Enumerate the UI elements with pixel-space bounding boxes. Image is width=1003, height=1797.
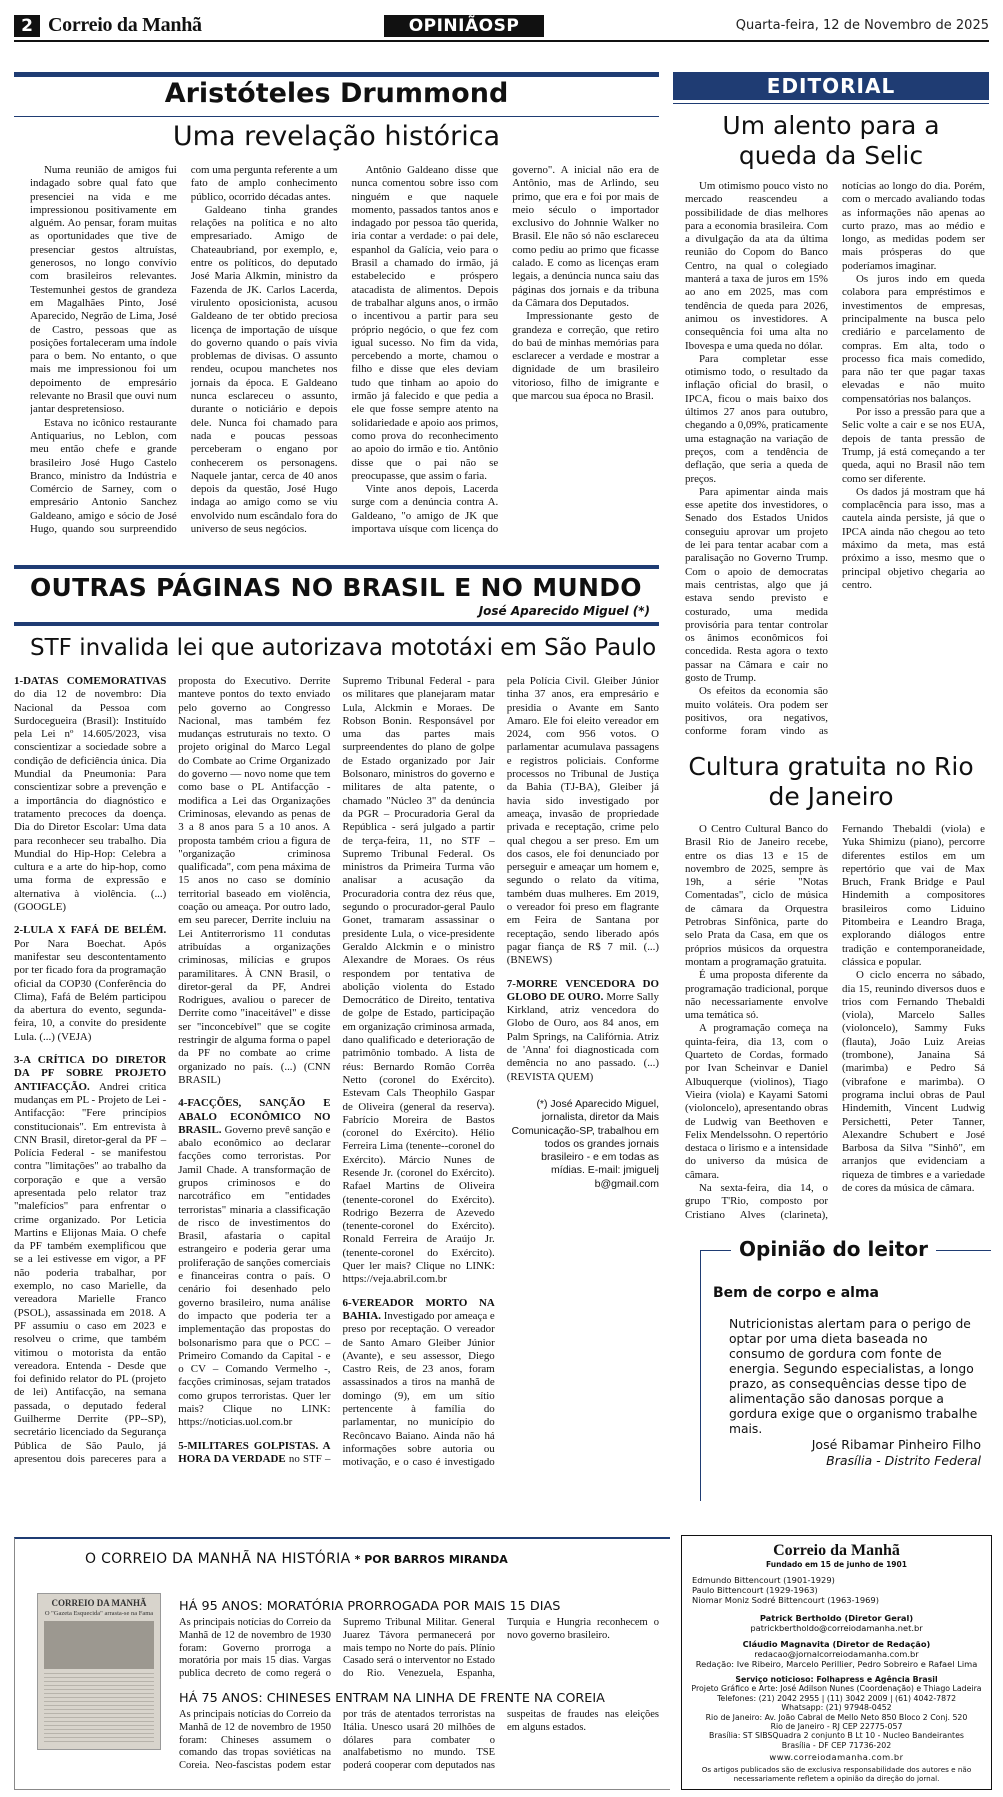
historia-box (14, 1537, 670, 1790)
leitor-box (700, 1237, 991, 1501)
service-line: Whatsapp: (21) 97948-0452 (781, 1703, 892, 1713)
historia-heading (85, 1551, 645, 1567)
editor-email[interactable]: redacao@jornalcorreiodamanha.com.br (754, 1649, 919, 1659)
service-line: Rio de Janeiro: Av. João Cabral de Mello Neto 850 Bloco 2 Conj. 520 (705, 1712, 968, 1722)
outras-item: 1-DATAS COMEMORATIVAS do dia 12 de novembro: Dia Nacional da Pessoa com Surdocegueira (Brasil): Instituído pela Lei nº 14.605/2023, visa conscientizar a sociedade sobre a condição de deficiência única. Dia Mundial da Pneumonia: Para conscientizar sobre a prevenção e a importância do diagnóstico e tratamento precoces da doença. Dia do Diretor Escolar: Uma data para reconhecer seu trabalho. Dia Mundial do Hip-Hop: Celebra a cultura e a arte do hip-hop, como uma forma de expressão e alternativa à violência. (...) (GOOGLE) (14, 675, 167, 914)
editorial-paragraph: Para apimentar ainda mais esse apetite dos investidores, o Senado dos Estados Unidos conseguiu aprovar um projeto de lei para tentar acabar com a paralisação no Governo Trump. Com o apoio de democratas mais centristas, algo que já estava sendo previsto e costurado, uma medida provisória para tentar controlar os ânimos econômicos foi concedida. Resta agora o texto passar na Câmara e cair no gosto de Trump. (685, 485, 828, 684)
outras-body (14, 675, 659, 1470)
issue-date: Quarta-feira, 12 de Novembro de 2025 (735, 18, 989, 33)
service-line: Rio de Janeiro - RJ CEP 22775-057 (770, 1722, 903, 1732)
column-paragraph: Galdeano tinha grandes relações na política e no alto empresariado. Amigo de Chateaubriand, por exemplo, e, entre os políticos, do deputado José Maria Alkmin, ministro da Fazenda de JK. Carlos Lacerda, virulento oposicionista, acusou Galdeano de ter obtido preciosa licença de importação de uísque do governo quando o país vivia problemas de divisas. O assunto rendeu, ocupou manchetes nos jornais da época. E Galdeano nunca esclareceu o assunto, durante o noticiário e depois dele. Nunca foi chamado para nada e poucas pessoas perceberam o engano por conhecerem os personagens. Naquele jantar, cerca de 40 anos depois da questão, José Hugo indaga ao amigo como se viu envolvido num escândalo fora do universo de seus negócios. (190, 203, 338, 536)
expediente-website[interactable]: www.correiodamanha.com.br (769, 1752, 904, 1763)
cultura-paragraph: O ciclo encerra no sábado, dia 15, reunindo diversos duos e trios com Fernando Thebaldi (viola), Marcelo Salles (violoncelo), Sammy Fuks (flauta), João Luiz Areias (trombone), Janaina Sá (marimba) e Pedro Sá (vibrafone e marimba). O programa inclui obras de Paul Hindemith, Vincent Ludwig Persichetti, Peter Tanner, Alexandre Schubert e José Barbosa da Silva "Sinhô", em arranjos que evidenciam a riqueza de timbres e a variedade de cores da música de câmara. (842, 969, 985, 1195)
leitor-title: Opinião do leitor (731, 1237, 936, 1261)
outras-top-rule (14, 565, 659, 569)
historia-item-body: As principais notícias do Correio da Manhã de 12 de novembro de 1930 foram: Governo prorroga a moratória por mais 15 dias. Vargas publica decreto de como regerá o Supremo Tribunal Militar. General Juarez Távora permanecerá por mais tempo no Norte do país. Plínio Casado será o interventor no Estado do Rio. Venezuela, Espanha, Turquia e Hungria reconhecem o novo governo brasileiro. (179, 1617, 659, 1680)
column-author: Aristóteles Drummond (164, 78, 509, 109)
editorial-paragraph: Os dados já mostram que há complacência para isso, mas a cautela ainda persiste, já que o IPCA ainda não chegou ao teto máximo da meta, mas está próximo a isso, mesmo que o principal objetivo chegaria ao centro. (842, 485, 985, 591)
cultura-paragraph: O Centro Cultural Banco do Brasil Rio de Janeiro recebe, entre os dias 13 e 15 de novembro de 2025, sempre às 19h, a série "Notas Comentadas", ciclo de música de câmara da Orquestra Petrobras Sinfônica, parte do selo Prata da Casa, em que os próprios músicos da orquestra montam a programação gratuita. (685, 823, 828, 968)
thumbnail-text (44, 1673, 154, 1743)
outras-item: 5-MILITARES GOLPISTAS. A HORA DA VERDADE no STF – Supremo Tribunal Federal - para os militares que planejaram matar Lula, Alckmin e Moraes. De Robson Bonin. Responsável por uma das partes mais surpreendentes do plano de golpe de Estado organizado por Jair Bolsonaro, ministros do governo e militares de alta patente, o chamado "Núcleo 3" da denúncia da PGR – Procuradoria Geral da República - será julgado a partir de terça-feira, 11, no STF – Supremo Tribunal Federal. Os ministros da Primeira Turma vão analisar a acusação da Procuradoria contra dez réus que, segundo o procurador-geral Paulo Gonet, tramaram assassinar o presidente Lula, o vice-presidente Geraldo Alckmin e o ministro Alexandre de Moraes. Os réus respondem por tentativa de abolição violenta do Estado Democrático de Direito, tentativa de golpe de Estado, participação em organização criminosa armada, dano qualificado e deterioração de patrimônio tombado. A lista de réus: Bernardo Romão Corrêa Netto (coronel do Exército). Estevam Cals Theophilo Gaspar de Oliveira (general da reserva). Fabrício Moreira de Bastos (coronel do Exército). Hélio Ferreira Lima (tenente--coronel do Exército). Márcio Nunes de Resende Jr. (coronel do Exército). Rafael Martins de Oliveira (tenente-coronel do Exército). Rodrigo Bezerra de Azevedo (tenente-coronel do Exército). Ronald Ferreira de Araújo Jr. (tenente-coronel do Exército). Quer ler mais? Clique no LINK: https://veja.abril.com.br (178, 675, 495, 1465)
column-paragraph: Impressionante gesto de grandeza e correção, que retiro do baú de minhas memórias para esclarecer a verdade e mostrar a dignidade de um brasileiro vitorioso, filho de imigrante e que marcou sua época no Brasil. (512, 310, 659, 403)
service-line: Brasília - DF CEP 71736-202 (781, 1740, 892, 1750)
thumbnail-photo (44, 1621, 154, 1669)
historia-thumbnail (37, 1593, 161, 1750)
founder-line: Edmundo Bittencourt (1901-1929) (692, 1575, 835, 1585)
editorial-paragraph: Os efeitos da economia são muito voláteis. Ora podem ser positivos, ora negativos, conforme foram vindo as notícias ao longo do dia. Porém, com o mercado avaliando todas as informações não apenas ao curto prazo, mas ao médio e longo, as medidas podem ser mais prósperas do que poderíamos imaginar. (685, 180, 985, 738)
service-line: Serviço noticioso: Folhapress e Agência Brasil (735, 1675, 938, 1684)
outras-item: 6-VEREADOR MORTO NA BAHIA. Investigado por ameaça e preso por receptação. O vereador de Santo Amaro Gleiber Júnior (Avante), e seu assessor, Diego Castro Reis, de 23 anos, foram assassinados a tiros na manhã de domingo (9), em um sítio pertencente à família do parlamentar, no município do Recôncavo Baiano. Ainda não há informações sobre autoria ou motivação, e o caso é investigado pela Polícia Civil. Gleiber Júnior tinha 37 anos, era empresário e presidia o Avante em Santo Amaro. Ele foi eleito vereador em 2024, com 956 votos. O parlamentar acumulava passagens e registros policiais. Conforme processos no Tribunal de Justiça da Bahia (TJ-BA), Gleiber já havia sido investigado por ameaça, invasão de propriedade privada e receptação, crime pelo qual chegou a ser preso. Em um dos casos, ele foi denunciado por perseguir e ameaçar um homem e, segundo o relato da vítima, também duas mulheres. Em 2019, o vereador foi preso em flagrante em Feira de Santana por receptação, sendo liberado após pagar fiança de R$ 7 mil. (...) (BNEWS) (342, 675, 659, 1469)
founder-line: Paulo Bittencourt (1929-1963) (692, 1585, 818, 1595)
historia-title: O CORREIO DA MANHÃ NA HISTÓRIA (85, 1551, 351, 1567)
expediente-director (682, 1613, 991, 1633)
column-top-rule (14, 72, 659, 77)
section-label: OPINIÃOSP (384, 15, 544, 37)
historia-item-head: HÁ 75 ANOS: CHINESES ENTRAM NA LINHA DE FRENTE NA COREIA (179, 1691, 605, 1706)
service-line: Projeto Gráfico e Arte: José Adilson Nunes (Coordenação) e Thiago Ladeira (691, 1684, 982, 1694)
leitor-author: José Ribamar Pinheiro Filho (811, 1437, 981, 1452)
cultura-body (685, 823, 985, 1228)
historia-byline: * POR BARROS MIRANDA (354, 1553, 508, 1566)
historia-item-head: HÁ 95 ANOS: MORATÓRIA PRORROGADA POR MAIS 15 DIAS (179, 1599, 561, 1614)
editorial-paragraph: Para completar esse otimismo todo, o resultado da inflação oficial do brasil, o IPCA, ficou o mais baixo dos últimos 27 anos para outubro, chegando a 0,09%, praticamente uma estagnação na variação de preços, com a tendência de deflação, que seria a queda de preços. (685, 352, 828, 485)
page-number: 2 (14, 15, 40, 37)
outras-item: 2-LULA X FAFÁ DE BELÉM. Por Nara Boechat. Após manifestar seu descontentamento por ter ficado fora da programação oficial da COP30 (Conferência do Clima), Fafá de Belém participou da abertura do evento, segunda-feira, 10, a convite do presidente Lula. (...) (VEJA) (14, 924, 167, 1043)
director-email[interactable]: patrickbertholdo@correiodamanha.net.br (750, 1623, 923, 1633)
outras-headline: STF invalida lei que autorizava mototáxi em São Paulo (30, 635, 657, 661)
editorial-paragraph: Um otimismo pouco visto no mercado reascendeu a possibilidade de dias melhores para a economia brasileira. Com a divulgação da ata da última reunião do Copom do Banco Centro, na qual o colegiado manterá a taxa de juros em 15% ao ano em 2025, mas com tendência de queda para 2026, animou os investidores. A consequência foi uma alta no Ibovespa e uma queda no dólar. (685, 180, 828, 352)
editorial-body (685, 180, 985, 745)
leitor-subtitle: Bem de corpo e alma (713, 1285, 880, 1301)
column-mid-rule (14, 116, 659, 117)
leitor-text: Nutricionistas alertam para o perigo de optar por uma dieta baseada no consumo de gordura com fonte de energia. Segundo especialistas, a longo prazo, as consequências desse tipo de alimentação são danosas porque a gordura exige que o organismo trabalhe mais. (729, 1317, 978, 1436)
historia-item-body: As principais notícias do Correio da Manhã de 12 de novembro de 1950 foram: Chineses assumem o comando das tropas soviéticas na Coreia. Neo-fascistas podem estar por trás de atentados terroristas na Itália. Unesco usará 20 milhões de dólares para combater o analfabetismo no mundo. TSE poderá cooperar com deputados nas suspeitas de fraudes nas eleições em alguns estados. (179, 1709, 659, 1772)
paper-name: Correio da Manhã (48, 14, 202, 36)
outras-item: 7-MORRE VENCEDORA DO GLOBO DE OURO. Morre Sally Kirkland, atriz vencedora do Globo de Ouro, aos 84 anos, em Palm Springs, na Califórnia. Atriz de 'Anna' foi diagnosticada com demência no ano passado. (...) (REVISTA QUEM) (506, 977, 659, 1083)
expediente-services (682, 1675, 991, 1750)
editorial-title: Um alento para a queda da Selic (722, 111, 940, 170)
column-paragraph: Vinte anos depois, Lacerda surge com a denúncia contra A. Galdeano, "o amigo de JK que importava uísque com licença do governo". A inicial não era de Antônio, mas de Arlindo, seu primo, que era e foi por mais de meio século o importador exclusivo do Johnnie Walker no Brasil. Ele não só não esclareceu como pediu ao primo que ficasse calado. E como as licenças eram legais, a denúncia nunca saiu das páginas dos jornais e da tribuna da Câmara dos Deputados. (351, 164, 659, 536)
column-paragraph: Antônio Galdeano disse que nunca comentou sobre isso com ninguém e que naquele momento, passados tantos anos e indagado por pessoa tão querida, iria contar a verdade: o pai dele, espanhol da Galícia, veio para o Brasil a chamado do irmão, já estabelecido e próspero atacadista de alimentos. Depois de trabalhar alguns anos, o irmão o incentivou a partir para seu próprio negócio, o que fez com igual sucesso. No fim da vida, percebendo a morte, chamou o filho e disse que eles deviam tudo que tinham ao apoio do irmão já falecido e que pedia a ele que fosse sempre atento na solidariedade e apoio aos primos, como prova do reconhecimento ao apoio do irmão e tio. Antônio disse que o pai não se preocupasse, que assim o faria. (351, 164, 499, 482)
editorial-label: EDITORIAL (673, 72, 989, 100)
outras-item: 4-FACÇÕES, SANÇÃO E ABALO ECONÔMICO NO BRASIL. Governo prevê sanção e abalo econômico ao declarar facções como terroristas. Por Jamil Chade. A transformação de grupos criminosos e do narcotráfico em "entidades terroristas" minaria a classificação de risco de investimentos do Brasil, afastaria o capital estrangeiro e poderia gerar uma proliferação de sanções comerciais e financeiras contra o país. O cenário foi desenhado pelo governo brasileiro, numa análise do impacto que poderia ter a implementação das propostas do bolsonarismo para que o PCC – Primeiro Comando da Capital - e o CV – Comando Vermelho -, facções criminosas, sejam tratados como grupos terroristas. Quer ler mais? Clique no LINK: https://noticias.uol.com.br (178, 1097, 331, 1429)
outras-item: 3-A CRÍTICA DO DIRETOR DA PF SOBRE PROJETO ANTIFACÇÃO. Andrei critica mudanças em PL - Projeto de Lei - Antifacção: "Fere princípios constitucionais". Em entrevista à CNN Brasil, diretor-geral da PF – Polícia Federal - se manifestou contra "limitações" ao trabalho da corporação e que a versão apresentada pelo relator traz "malefícios" para enfrentar o crime organizado. Por Leticia Martins e Elijonas Maia. O chefe da PF também exemplificou que se a lei estivesse em vigor, a PF não poderia trabalhar, por exemplo, no caso Marielle, da vereadora Marielle Franco (PSOL), assassinada em 2018. A PF assumiu o caso em 2023 e resolveu o crime, que também vitimou o motorista da então vereadora. Entenda - Desde que foi definido relator do PL (projeto de lei) Antifacção, na semana passada, o deputado federal Guilherme Derrite (PP--SP), secretário licenciado da Segurança Pública de São Paulo, já apresentou dois pareceres para a proposta do Executivo. Derrite manteve pontos do texto enviado pelo governo ao Congresso Nacional, mas também fez mudanças estruturais no texto. O projeto original do Marco Legal do Combate ao Crime Organizado do governo — novo nome que tem como base o PL Antifacção - modifica a Lei das Organizações Criminosas, elevando as penas de 3 a 8 anos para 5 a 10 anos. A proposta também criou a figura de "organização criminosa qualificada", com pena máxima de 15 anos no caso se domínio territorial baseado em violência, coação ou ameaça. Por outro lado, em seu parecer, Derrite incluiu na Lei Antiterrorismo 11 condutas atribuídas a organizações criminosas, milícias e grupos paramilitares. À CNN Brasil, o diretor-geral da PF, Andrei Rodrigues, avaliou o parecer de Derrite como "inaceitável" e disse ser "inconcebível" que se cogite restringir de alguma forma o papel da PF no combate ao crime organizado no país. (...) (CNN BRASIL) (14, 675, 331, 1465)
editorial-paragraph: Por isso a pressão para que a Selic volte a cair e se nos EUA, depois de tanta pressão de Trump, já está começando a ter queda, aqui no Brasil não tem como ser diferente. (842, 406, 985, 485)
staff-line: Redação: Ive Ribeiro, Marcelo Perillier, Pedro Sobreiro e Rafael Lima (695, 1659, 978, 1669)
expediente-box (681, 1535, 992, 1790)
thumbnail-paper-name: CORREIO DA MANHÃ (51, 1598, 147, 1608)
expediente-founded: Fundado em 15 de junho de 1901 (766, 1560, 907, 1569)
editorial-rule (673, 103, 989, 104)
outras-byline: José Aparecido Miguel (*) (478, 604, 650, 618)
masthead (14, 12, 989, 42)
outras-title: OUTRAS PÁGINAS NO BRASIL E NO MUNDO (30, 573, 642, 602)
editor-name: Cláudio Magnavita (Diretor de Redação) (742, 1639, 931, 1649)
column-title: Uma revelação histórica (172, 121, 501, 152)
column-paragraph: Numa reunião de amigos fui indagado sobre qual fato que presenciei na vida e me impressionou positivamente em alguém. Ao pensar, foram muitas as oportunidades que tive de presenciar gestos altruístas, generosos, no longo convívio com brasileiros relevantes. Testemunhei gestos de grandeza em Magalhães Pinto, José Aparecido, Negrão de Lima, José de Castro, pessoas que as posições fortaleceram uma índole para o bem. No entanto, o que mais me impressionou foi um depoimento de empresário relevante no Brasil que ouvi num jantar despretensioso. (30, 164, 177, 416)
outras-footnote: (*) José Aparecido Miguel, jornalista, diretor da Mais Comunicação-SP, trabalhou em todos os grandes jornais brasileiro - e em todas as mídias. E-mail: jmiguelj​b@gmail.com (511, 1097, 659, 1190)
column-paragraph: Estava no icônico restaurante Antiquarius, no Leblon, com meu então chefe e grande brasileiro José Hugo Castelo Branco, ministro da Indústria e Comércio de Sarney, com o empresário Antonio Sanchez Galdeano, amigo e sócio de José Hugo, quando sou surpreendido com uma pergunta referente a um fato de amplo conhecimento público, ocorrido décadas antes. (30, 164, 338, 536)
cultura-title: Cultura gratuita no Rio de Janeiro (688, 752, 974, 811)
expediente-disclaimer: Os artigos publicados são de exclusiva responsabilidade dos autores e não necessariamente refletem a opinião da direção do jornal. (701, 1765, 972, 1784)
column-body (30, 164, 659, 549)
cultura-paragraph: Na sexta-feira, dia 14, o grupo T'Rio, composto por Cristiano Alves (clarineta), Fernando Thebaldi (viola) e Yuka Shimizu (piano), percorre diferentes estilos em um repertório que vai de Max Bruch, Frank Bridge e Paul Hindemith a compositores brasileiros como Liduino Pitombeira e Leandro Braga, explorando diálogos entre tradição e contemporaneidade, clássica e popular. (685, 823, 985, 1221)
thumbnail-headline: O "Gazeta Esquecida" arrasta-se na Fama (44, 1610, 154, 1617)
service-line: Telefones: (21) 2042 2955 | (11) 3042 2009 | (61) 4042-7872 (716, 1693, 957, 1703)
expediente-editor (682, 1639, 991, 1669)
service-line: Brasília: ST SIBSQuadra 2 conjunto B Lt 10 - Nucleo Bandeirantes (709, 1731, 964, 1741)
cultura-paragraph: A programação começa na quinta-feira, dia 13, com o Quarteto de Cordas, formado por Ivan Scheinvar e Daniel Albuquerque (violinos), Tiago Vieira (viola) e Kayami Satomi (violoncelo), apresentando obras de Ludwig van Beethoven e Felix Mendelssohn. O repertório destaca o lirismo e a intensidade do universo da música de câmara. (685, 1022, 828, 1181)
founder-line: Niomar Moniz Sodré Bittencourt (1963-1969) (692, 1595, 879, 1605)
expediente-founders (682, 1575, 991, 1605)
masthead-rule (14, 40, 989, 42)
director-name: Patrick Bertholdo (Diretor Geral) (759, 1613, 914, 1623)
outras-bottom-rule (14, 622, 659, 626)
editorial-paragraph: Os juros indo em queda colabora para empréstimos e investimentos de empresas, principalmente na busca pelo crediário e parcelamento de compras. Em alta, todo o processo fica mais comedido, para não ter que pagar taxas elevadas e não muito compensatórias nos balanços. (842, 273, 985, 405)
expediente-name: Correio da Manhã (773, 1542, 900, 1559)
leitor-location: Brasília - Distrito Federal (826, 1453, 981, 1468)
cultura-paragraph: É uma proposta diferente da programação tradicional, porque não necessariamente envolve uma temática só. (685, 969, 828, 1022)
